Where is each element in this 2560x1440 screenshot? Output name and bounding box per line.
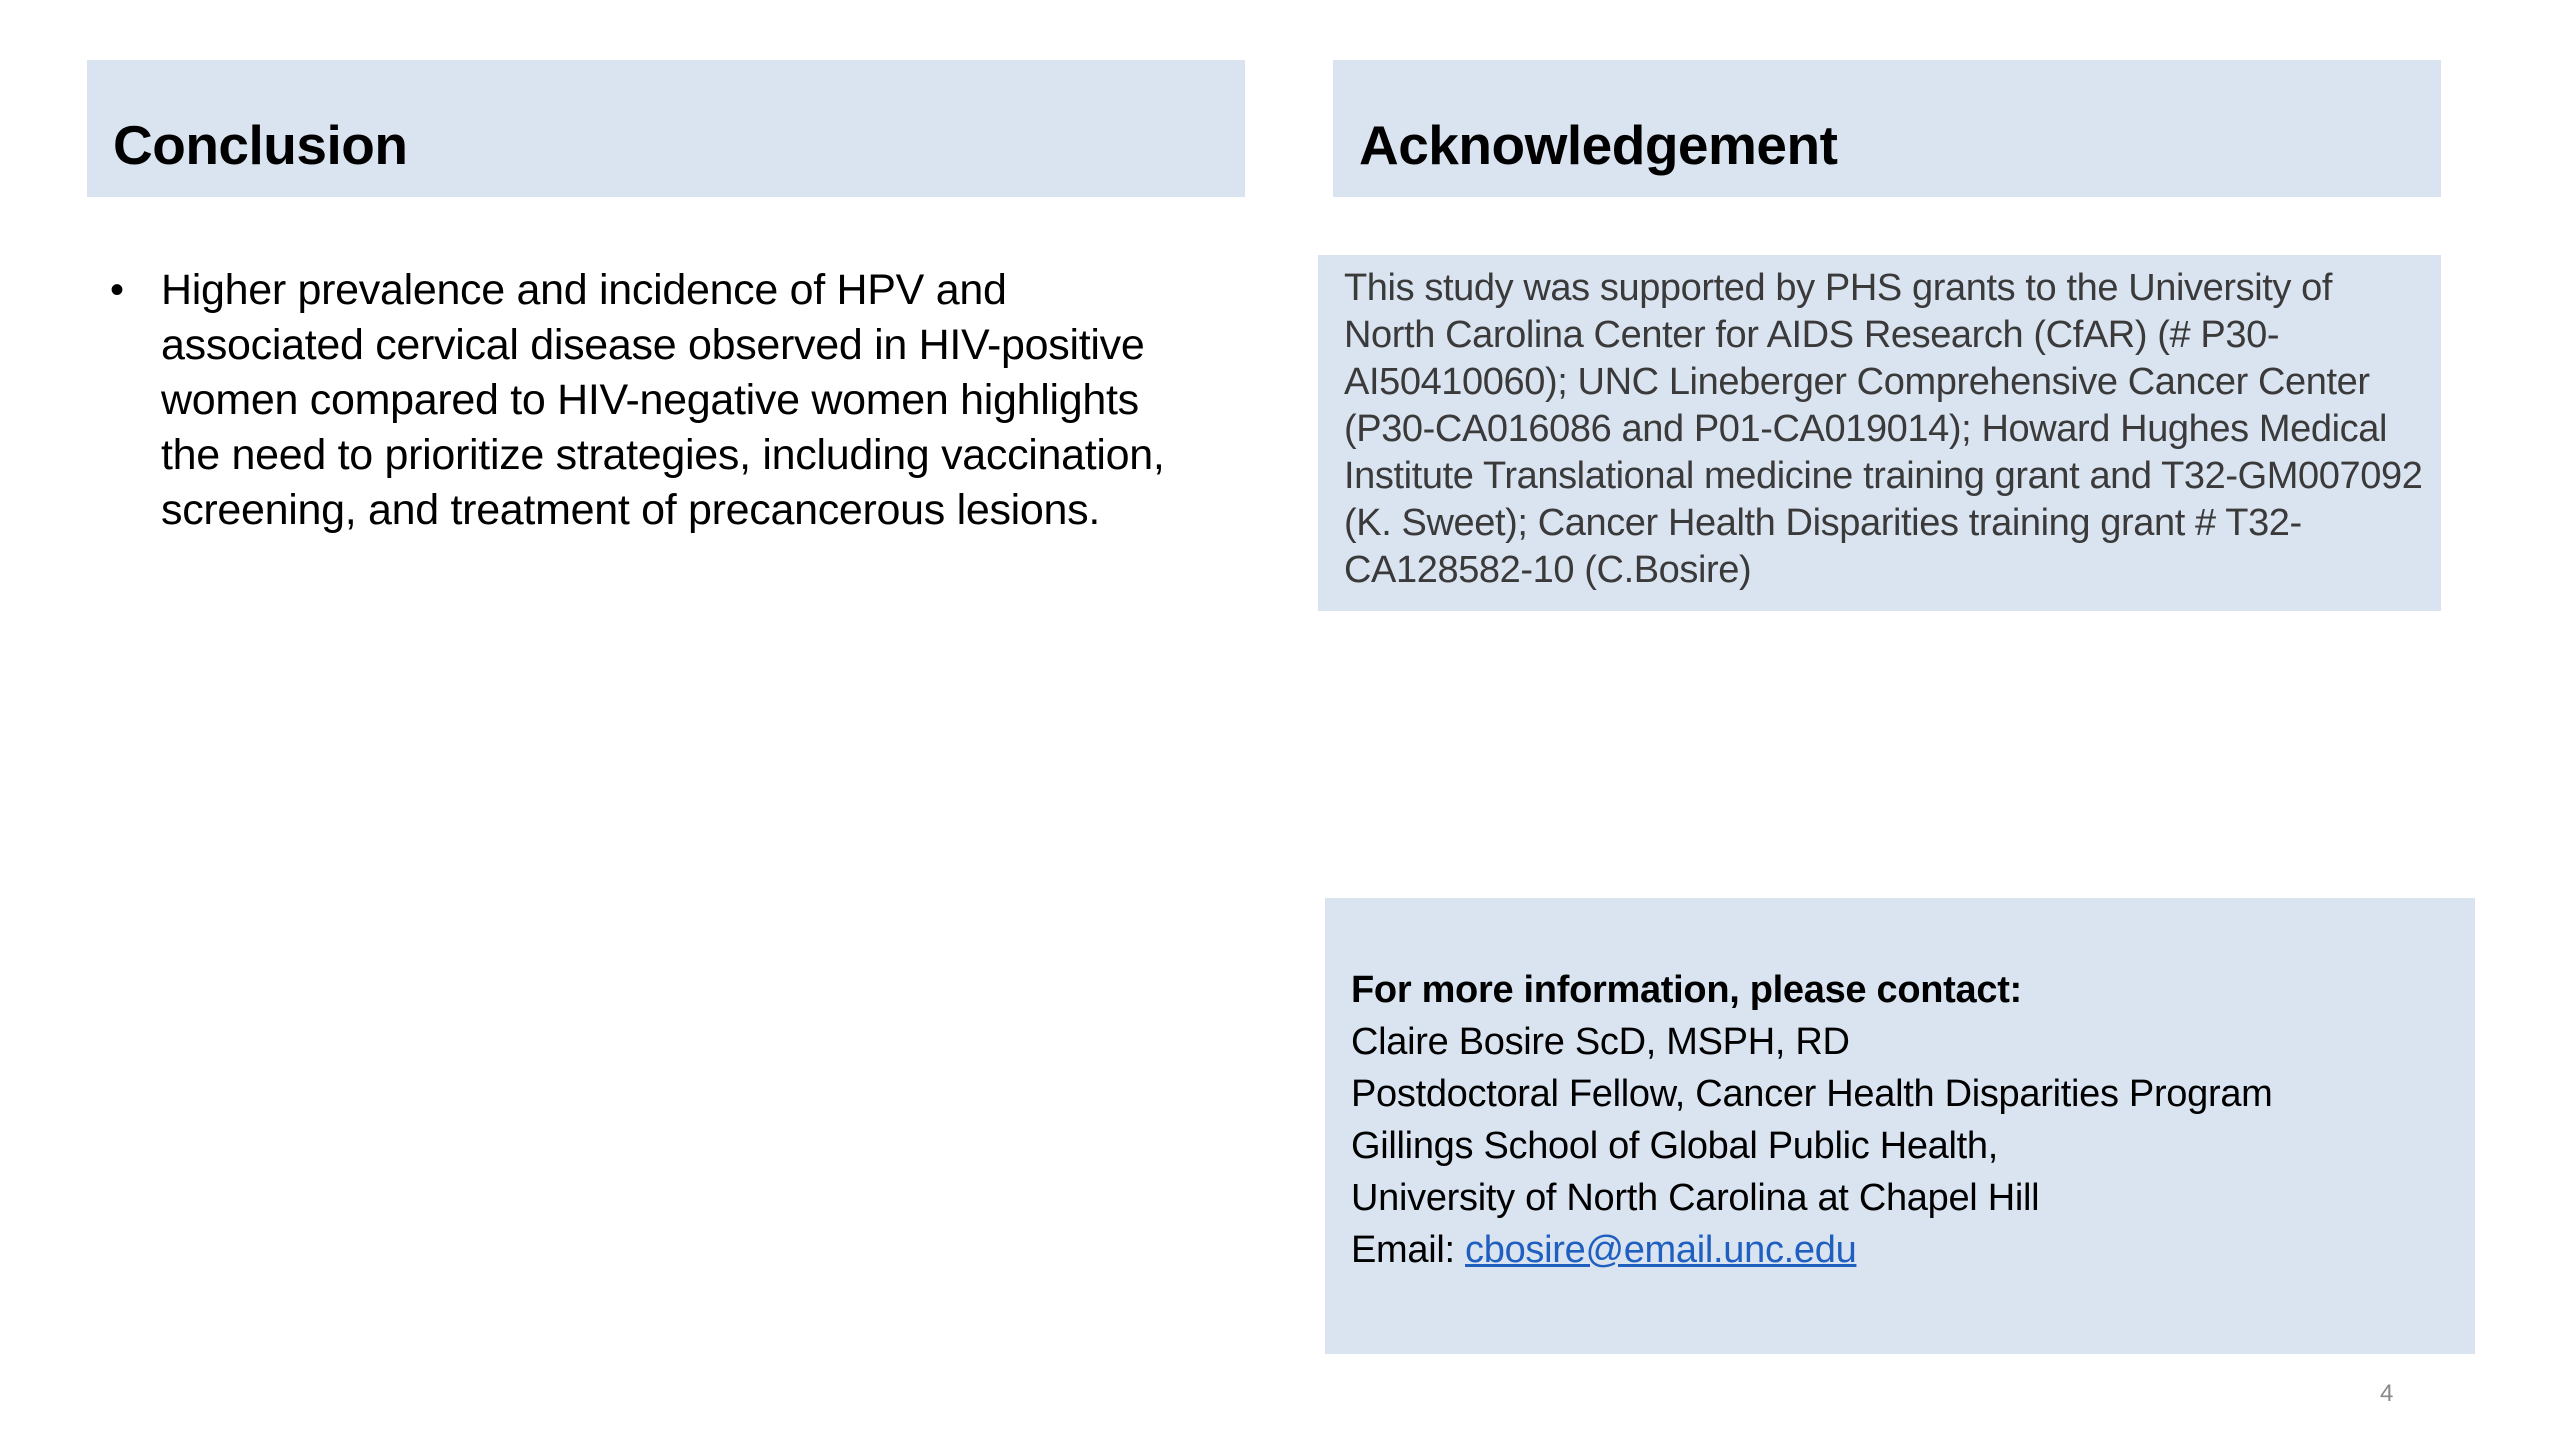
acknowledgement-header [1333,60,2441,197]
conclusion-header [87,60,1245,197]
contact-position: Postdoctoral Fellow, Cancer Health Disparities Program [1351,1073,2273,1115]
contact-box [1325,898,2475,1354]
contact-email-link[interactable]: cbosire@email.unc.edu [1465,1229,1857,1271]
contact-heading: For more information, please contact: [1351,969,2022,1011]
contact-university: University of North Carolina at Chapel Hill [1351,1177,2040,1219]
conclusion-title: Conclusion [113,114,408,176]
contact-email-line [1351,1224,2449,1276]
contact-name: Claire Bosire ScD, MSPH, RD [1351,1021,1850,1063]
acknowledgement-body [1318,255,2441,611]
bullet-icon: • [110,268,124,312]
page-number: 4 [2380,1380,2394,1407]
contact-email-label: Email: [1351,1229,1466,1271]
conclusion-bullet-item [108,263,1188,538]
conclusion-list [108,263,1188,538]
acknowledgement-text: This study was supported by PHS grants to the University of North Carolina Center for AIDS Research (CfAR) (# P30-AI50410060); UNC Lineberger Comprehensive Cancer Center (P30-CA016086 and P01-CA019014); Howard Hughes Medical Institute Translational medicine training grant and T32-GM007092 (K. Sweet); Cancer Health Disparities training grant # T32-CA128582-10 (C.Bosire) [1344,267,2423,591]
conclusion-bullet-text: Higher prevalence and incidence of HPV and associated cervical disease observed in HIV-positive women compared to HIV-negative women highlights the need to prioritize strategies, including vaccination, screening, and treatment of precancerous lesions. [161,266,1165,534]
conclusion-body [108,263,1188,538]
acknowledgement-title: Acknowledgement [1359,114,1838,176]
contact-school: Gillings School of Global Public Health, [1351,1125,1999,1167]
